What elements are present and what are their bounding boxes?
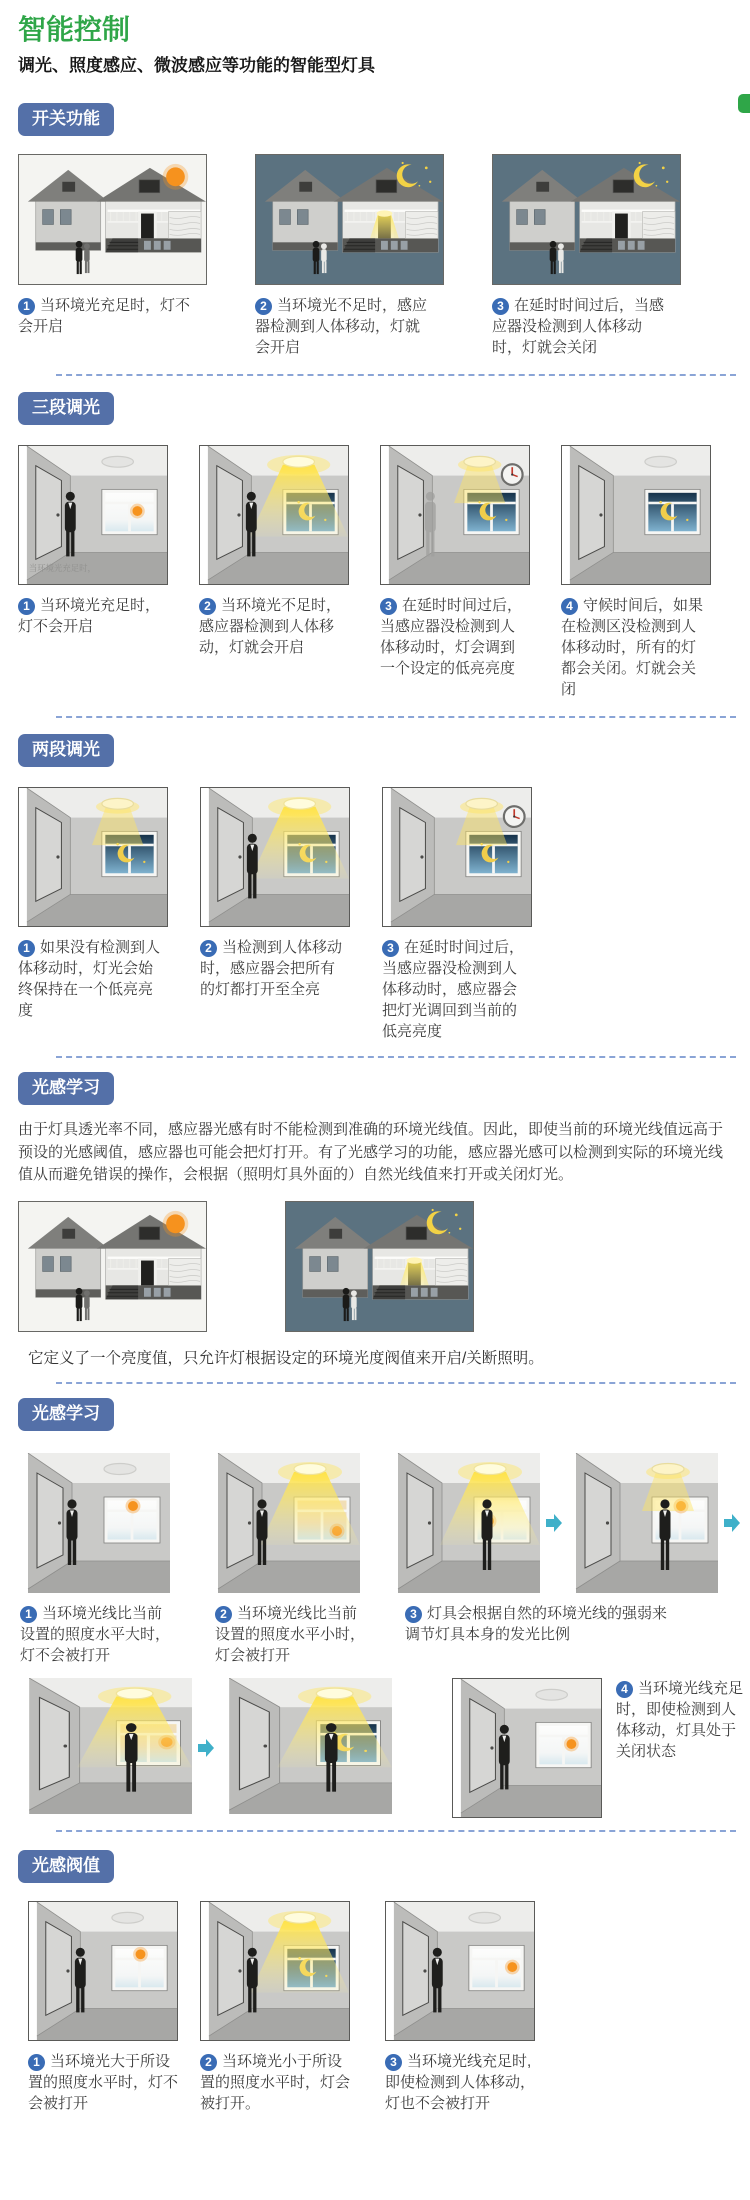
page-title: 智能控制 bbox=[18, 14, 131, 45]
figure-column bbox=[28, 1901, 178, 2114]
step-number-badge: 1 bbox=[28, 2054, 45, 2071]
step-number-badge: 1 bbox=[18, 940, 35, 957]
step-caption-text: 当环境光不足时，感应器检测到人体移动，灯就会开启 bbox=[199, 597, 342, 656]
figure-caption bbox=[18, 937, 166, 1021]
step-caption-text: 当检测到人体移动时，感应器会把所有的灯都打开至全亮 bbox=[200, 939, 343, 998]
step-number-badge: 2 bbox=[200, 940, 217, 957]
step-caption-text: 当环境光充足时，灯不会开启 bbox=[18, 297, 191, 335]
step-caption-text: 当环境光不足时，感应器检测到人体移动，灯就会开启 bbox=[255, 297, 428, 356]
step-number-badge: 3 bbox=[492, 298, 509, 315]
figure-row bbox=[0, 1201, 750, 1332]
illustration-house-daylight bbox=[18, 1201, 207, 1332]
figure-row bbox=[0, 154, 750, 358]
flow-arrow-icon bbox=[198, 1739, 214, 1757]
section-note: 它定义了一个亮度值，只允许灯根据设定的环境光度阀值来开启/关断照明。 bbox=[28, 1349, 544, 1367]
section-badge-three-step-dimming: 三段调光 bbox=[18, 392, 114, 425]
figure-column bbox=[200, 787, 350, 1000]
figure-caption bbox=[616, 1678, 746, 1762]
section-paragraph: 由于灯具透光率不同，感应器光感有时不能检测到准确的环境光线值。因此，即使当前的环境光线值远高于预设的光感阈值，感应器也可能会把灯打开。有了光感学习的功能，感应器光感可以检测到实际的环境光线值从而避免错误的操作，会根据（照明灯具外面的）自然光线值来打开或关闭灯光。 bbox=[18, 1121, 724, 1183]
step-number-badge: 2 bbox=[215, 1606, 232, 1623]
figure-row bbox=[0, 445, 750, 700]
figure-caption bbox=[405, 1603, 677, 1645]
step-number-badge: 3 bbox=[380, 598, 397, 615]
figure-row bbox=[0, 787, 750, 1042]
step-caption-text: 当环境光线比当前设置的照度水平大时，灯不会被打开 bbox=[20, 1604, 171, 1664]
dashed-divider bbox=[56, 716, 736, 718]
figure-column bbox=[199, 445, 349, 658]
step-number-badge: 4 bbox=[616, 1681, 633, 1698]
figure-row bbox=[0, 1901, 750, 2114]
step-caption-text: 灯具会根据自然的环境光线的强弱来调节灯具本身的发光比例 bbox=[405, 1604, 668, 1643]
figure-caption bbox=[380, 595, 522, 679]
step-caption-text: 当环境光充足时，灯不会开启 bbox=[18, 597, 161, 635]
figure-caption bbox=[199, 595, 341, 658]
step-caption-text: 当环境光大于所设置的照度水平时，灯不会被打开 bbox=[28, 2052, 179, 2112]
step-caption-text: 守候时间后，如果在检测区没检测到人体移动时，所有的灯都会关闭。灯就会关闭 bbox=[561, 597, 704, 698]
step-caption-text: 当环境光线充足时,即使检测到人体移动，灯也不会被打开 bbox=[385, 2052, 536, 2112]
step-number-badge: 1 bbox=[20, 1606, 37, 1623]
step-number-badge: 1 bbox=[18, 598, 35, 615]
dashed-divider bbox=[56, 1382, 736, 1384]
flow-arrow-icon bbox=[546, 1514, 562, 1532]
illustration-room-night-full-on bbox=[220, 1678, 392, 1814]
illustration-house-daylight bbox=[18, 154, 207, 285]
section-badge-switch-function: 开关功能 bbox=[18, 103, 114, 136]
flow-arrow-icon bbox=[724, 1514, 740, 1532]
step-number-badge: 3 bbox=[382, 940, 399, 957]
figure-column bbox=[18, 154, 207, 337]
figure-column bbox=[561, 445, 711, 700]
illustration-room-sufficient-light bbox=[385, 1901, 535, 2041]
figure-caption bbox=[255, 295, 433, 358]
illustration-room-auto-ratio-low bbox=[568, 1453, 718, 1593]
step-caption-text: 在延时时间过后，当感应器没检测到人体移动时，灯就会关闭 bbox=[492, 297, 665, 356]
figure-column bbox=[492, 154, 681, 358]
step-number-badge: 3 bbox=[405, 1606, 422, 1623]
figure-caption bbox=[18, 595, 160, 637]
step-caption-text: 当环境光线充足时，即使检测到人体移动，灯具处于关闭状态 bbox=[616, 1679, 744, 1760]
figure-caption bbox=[20, 1603, 170, 1666]
illustration-room-low-ambient-on bbox=[210, 1453, 360, 1593]
illustration-room-night-on bbox=[199, 445, 349, 585]
illustration-room-above-threshold bbox=[28, 1901, 178, 2041]
step-number-badge: 2 bbox=[200, 2054, 217, 2071]
figure-column bbox=[382, 787, 532, 1042]
figure-caption bbox=[215, 1603, 365, 1666]
illustration-house-night-light-on bbox=[285, 1201, 474, 1332]
step-number-badge: 4 bbox=[561, 598, 578, 615]
figure-column bbox=[18, 787, 168, 1021]
section-badge-light-learning-2: 光感学习 bbox=[18, 1398, 114, 1431]
figure-caption bbox=[200, 937, 348, 1000]
figure-column bbox=[385, 1901, 543, 2114]
caption-row bbox=[0, 1593, 750, 1666]
edge-decoration-icon bbox=[738, 94, 750, 113]
figure-caption bbox=[200, 2051, 350, 2114]
figure-column bbox=[380, 445, 530, 679]
illustration-room-auto-ratio-high bbox=[390, 1453, 540, 1593]
page-subtitle: 调光、照度感应、微波感应等功能的智能型灯具 bbox=[18, 56, 375, 75]
illustration-room-day-off bbox=[18, 445, 168, 585]
illustration-room-bright-ambient bbox=[20, 1453, 170, 1593]
figure-row bbox=[0, 1453, 750, 1593]
illustration-room-night-dim-clock bbox=[380, 445, 530, 585]
step-number-badge: 1 bbox=[18, 298, 35, 315]
illustration-house-night-light-off bbox=[492, 154, 681, 285]
step-number-badge: 2 bbox=[199, 598, 216, 615]
figure-caption bbox=[18, 295, 196, 337]
step-caption-text: 在延时时间过后，当感应器没检测到人体移动时，感应器会把灯光调回到当前的低亮亮度 bbox=[382, 939, 525, 1040]
figure-caption bbox=[561, 595, 703, 700]
dashed-divider bbox=[56, 374, 736, 376]
illustration-room-dim-clock bbox=[382, 787, 532, 927]
illustration-room-below-threshold bbox=[200, 1901, 350, 2041]
step-number-badge: 2 bbox=[255, 298, 272, 315]
step-caption-text: 如果没有检测到人体移动时，灯光会始终保持在一个低亮亮度 bbox=[18, 939, 161, 1019]
figure-caption bbox=[382, 937, 530, 1042]
section-badge-two-step-dimming: 两段调光 bbox=[18, 734, 114, 767]
svg-text:当环境光充足时，: 当环境光充足时， bbox=[28, 564, 96, 574]
step-number-badge: 3 bbox=[385, 2054, 402, 2071]
illustration-room-dusk-dimming bbox=[20, 1678, 192, 1814]
figure-column bbox=[18, 445, 168, 637]
figure-row bbox=[0, 1678, 750, 1818]
illustration-room-day-off-motion bbox=[452, 1678, 602, 1818]
figure-column bbox=[200, 1901, 350, 2114]
step-caption-text: 当环境光线比当前设置的照度水平小时，灯会被打开 bbox=[215, 1604, 366, 1664]
illustration-room-dim-idle bbox=[18, 787, 168, 927]
section-badge-light-learning: 光感学习 bbox=[18, 1072, 114, 1105]
dashed-divider bbox=[56, 1830, 736, 1832]
dashed-divider bbox=[56, 1056, 736, 1058]
figure-caption bbox=[28, 2051, 178, 2114]
step-caption-text: 当环境光小于所设置的照度水平时，灯会被打开。 bbox=[200, 2052, 351, 2112]
figure-caption bbox=[492, 295, 670, 358]
step-caption-text: 在延时时间过后，当感应器没检测到人体移动时，灯会调到一个设定的低亮亮度 bbox=[380, 597, 523, 677]
section-badge-light-threshold: 光感阀值 bbox=[18, 1850, 114, 1883]
illustration-room-night-off bbox=[561, 445, 711, 585]
figure-column bbox=[255, 154, 444, 358]
illustration-room-full-bright bbox=[200, 787, 350, 927]
figure-caption bbox=[385, 2051, 543, 2114]
illustration-house-night-light-on bbox=[255, 154, 444, 285]
